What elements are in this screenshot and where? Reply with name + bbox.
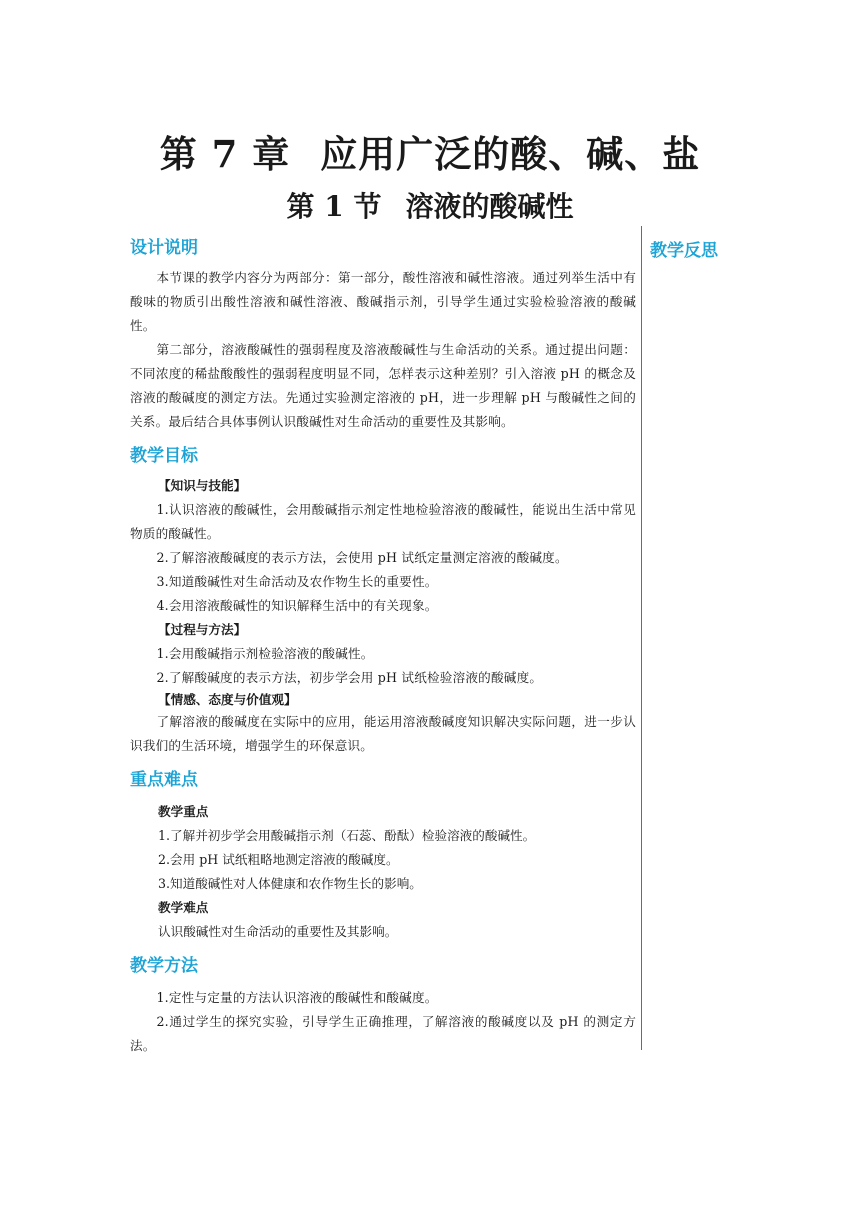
emotion-text: 了解溶液的酸碱度在实际中的应用，能运用溶液酸碱度知识解决实际问题，进一步认识我们的生活环境，增强学生的环保意识。	[130, 714, 636, 753]
focus-item: 1.了解并初步学会用酸碱指示剂（石蕊、酚酞）检验溶液的酸碱性。	[158, 828, 536, 843]
knowledge-item: 2.了解溶液酸碱度的表示方法，会使用 pH 试纸定量测定溶液的酸碱度。	[156, 550, 568, 565]
difficulty-text: 认识酸碱性对生命活动的重要性及其影响。	[158, 924, 398, 939]
chapter-number: 第 7 章	[159, 132, 291, 176]
chapter-name: 应用广泛的酸、碱、盐	[320, 132, 701, 176]
reflection-heading: 教学反思	[650, 241, 718, 261]
knowledge-item: 4.会用溶液酸碱性的知识解释生活中的有关现象。	[156, 598, 438, 613]
method-item: 1.定性与定量的方法认识溶液的酸碱性和酸碱度。	[156, 990, 438, 1005]
method-item: 2.通过学生的探究实验，引导学生正确推理，了解溶液的酸碱度以及 pH 的测定方法。	[130, 1014, 636, 1053]
process-label: 【过程与方法】	[158, 622, 247, 637]
methods-heading: 教学方法	[130, 956, 198, 976]
design-heading: 设计说明	[130, 238, 198, 258]
chapter-title	[0, 124, 860, 178]
goals-heading: 教学目标	[130, 446, 198, 466]
knowledge-item: 3.知道酸碱性对生命活动及农作物生长的重要性。	[156, 574, 438, 589]
process-item: 2.了解酸碱度的表示方法，初步学会用 pH 试纸检验溶液的酸碱度。	[156, 670, 543, 685]
focus-item: 3.知道酸碱性对人体健康和农作物生长的影响。	[158, 876, 422, 891]
knowledge-label: 【知识与技能】	[158, 478, 247, 493]
design-paragraph: 第二部分，溶液酸碱性的强弱程度及溶液酸碱性与生命活动的关系。通过提出问题：不同浓度的稀盐酸酸性的强弱程度明显不同，怎样表示这种差别？引入溶液 pH 的概念及溶液的酸碱度的测定方法。先通过实验测定溶液的 pH，进一步理解 pH 与酸碱性之间的关系。最后结合具体事例认识酸碱性对生命活动的重要性及其影响。	[130, 342, 636, 429]
section-name: 溶液的酸碱性	[405, 190, 574, 223]
design-paragraph: 本节课的教学内容分为两部分：第一部分，酸性溶液和碱性溶液。通过列举生活中有酸味的物质引出酸性溶液和碱性溶液、酸碱指示剂，引导学生通过实验检验溶液的酸碱性。	[130, 270, 636, 333]
column-divider	[641, 226, 642, 1050]
section-title	[0, 185, 860, 225]
focus-item: 2.会用 pH 试纸粗略地测定溶液的酸碱度。	[158, 852, 399, 867]
main-column	[130, 236, 636, 1058]
section-number: 第 1 节	[286, 190, 382, 223]
process-item: 1.会用酸碱指示剂检验溶液的酸碱性。	[156, 646, 374, 661]
difficulty-label: 教学难点	[158, 900, 209, 915]
emotion-label: 【情感、态度与价值观】	[158, 692, 297, 707]
keypoints-heading: 重点难点	[130, 770, 198, 790]
knowledge-item: 1.认识溶液的酸碱性，会用酸碱指示剂定性地检验溶液的酸碱性，能说出生活中常见物质的酸碱性。	[130, 502, 636, 541]
focus-label: 教学重点	[158, 804, 209, 819]
